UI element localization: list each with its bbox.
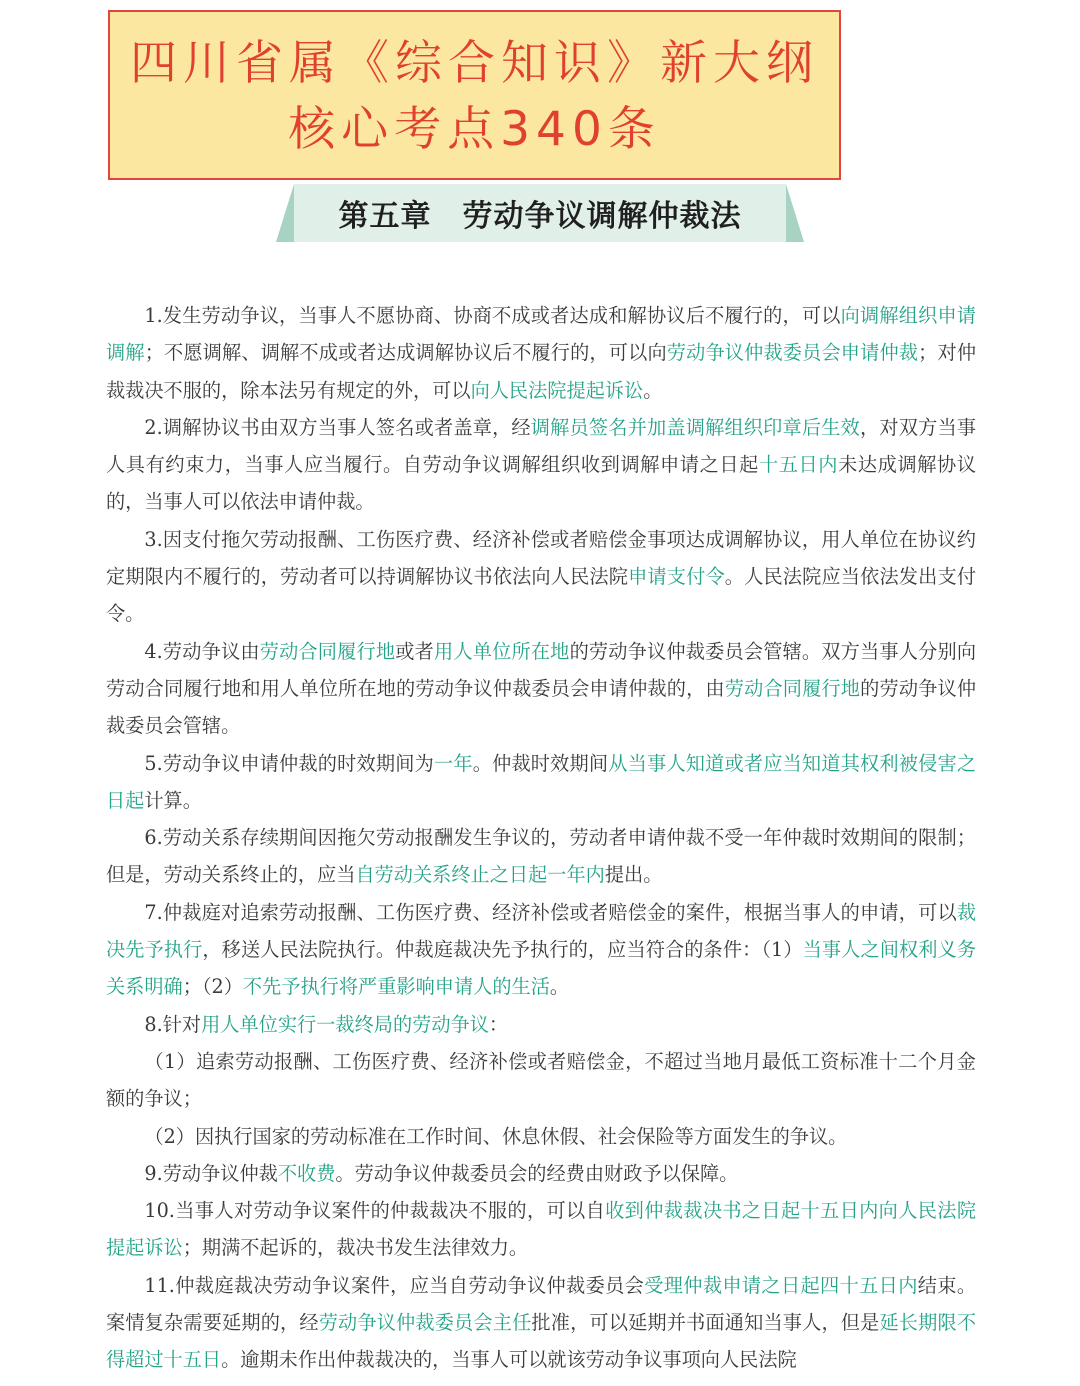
text-segment: 。	[643, 378, 663, 402]
highlighted-term: 劳动合同履行地	[724, 676, 861, 700]
text-segment: 未达成调解协议的，当事人可以依法申请仲裁。	[106, 453, 977, 514]
text-segment: ，移送人民法院执行。仲裁庭裁决先予执行的，应当符合的条件：（1）	[202, 938, 803, 962]
text-segment: 4.劳动争议由	[144, 639, 260, 663]
text-segment: 2.调解协议书由双方当事人签名或者盖章，经	[144, 415, 531, 439]
text-segment: 5.劳动争议申请仲裁的时效期间为	[144, 751, 434, 775]
text-segment: （2）因执行国家的劳动标准在工作时间、休息休假、社会保险等方面发生的争议。	[144, 1124, 848, 1148]
text-segment: 计算。	[144, 788, 202, 812]
chapter-heading	[276, 184, 804, 242]
text-segment: （1）追索劳动报酬、工伤医疗费、经济补偿或者赔偿金，不超过当地月最低工资标准十二个月金额的争议；	[106, 1049, 976, 1111]
text-segment: 。	[549, 975, 570, 999]
highlighted-term: 收到仲裁裁决书之日起十五日内向人民法院提起诉讼	[106, 1199, 977, 1260]
title-banner	[108, 10, 841, 180]
text-segment: 。人民法院应当依法发出支付令。	[106, 565, 977, 626]
title-line-2: 核心考点340条	[288, 102, 661, 157]
text-segment: ；期满不起诉的，裁决书发生法律效力。	[182, 1236, 529, 1260]
highlighted-term: 当事人之间权利义务关系明确	[106, 938, 977, 999]
text-segment: 的劳动争议仲裁委员会管辖。	[106, 676, 977, 738]
chapter-band	[294, 184, 786, 242]
text-segment: 10.当事人对劳动争议案件的仲裁裁决不服的，可以自	[144, 1199, 606, 1223]
highlighted-term: 用人单位实行一裁终局的劳动争议	[201, 1012, 489, 1036]
text-segment: 7.仲裁庭对追索劳动报酬、工伤医疗费、经济补偿或者赔偿金的案件，根据当事人的申请，可以	[144, 900, 957, 924]
paragraph	[106, 745, 976, 820]
paragraph	[106, 521, 976, 633]
text-segment: 提出。	[604, 863, 663, 887]
text-segment: ，对双方当事人具有约束力，当事人应当履行。自劳动争议调解组织收到调解申请之日起	[106, 415, 977, 477]
text-segment: 11.仲裁庭裁决劳动争议案件，应当自劳动争议仲裁委员会	[144, 1273, 645, 1297]
highlighted-term: 一年	[433, 751, 473, 775]
chapter-tab-right	[786, 184, 804, 242]
text-segment: 1.发生劳动争议，当事人不愿协商、协商不成或者达成和解协议后不履行的，可以	[144, 304, 841, 327]
paragraph	[106, 819, 976, 894]
highlighted-term: 不收费	[277, 1161, 336, 1185]
highlighted-term: 裁决先予执行	[106, 900, 976, 962]
highlighted-term: 劳动争议仲裁委员会主任	[318, 1311, 532, 1335]
text-segment: 9.劳动争议仲裁	[144, 1161, 278, 1185]
highlighted-term: 用人单位所在地	[434, 639, 570, 663]
paragraph	[106, 1006, 976, 1043]
highlighted-term: 劳动争议仲裁委员会申请仲裁	[666, 341, 919, 365]
article-body	[106, 297, 976, 1379]
highlighted-term: 调解员签名并加盖调解组织印章后生效	[530, 415, 860, 439]
text-segment: 。逾期未作出仲裁裁决的，当事人可以就该劳动争议事项向人民法院	[221, 1348, 797, 1372]
text-segment: 结束。案情复杂需要延期的，经	[106, 1273, 977, 1335]
text-segment: ；（2）	[182, 975, 243, 999]
text-segment: ：	[488, 1012, 509, 1036]
highlighted-term: 受理仲裁申请之日起四十五日内	[644, 1273, 918, 1297]
text-segment: ；不愿调解、调解不成或者达成调解协议后不履行的，可以向	[144, 341, 667, 365]
paragraph	[106, 1192, 976, 1267]
highlighted-term: 申请支付令	[628, 565, 725, 589]
paragraph	[106, 409, 976, 521]
paragraph	[106, 1155, 976, 1192]
chapter-tab-left	[276, 184, 294, 242]
paragraph	[106, 297, 976, 409]
paragraph	[106, 1267, 976, 1379]
title-line-1: 四川省属《综合知识》新大纲	[130, 36, 819, 91]
text-segment: 。仲裁时效期间	[472, 751, 609, 775]
text-segment: 。劳动争议仲裁委员会的经费由财政予以保障。	[335, 1161, 739, 1185]
highlighted-term: 十五日内	[758, 453, 839, 477]
highlighted-term: 从当事人知道或者应当知道其权利被侵害之日起	[106, 751, 977, 812]
paragraph	[106, 1043, 976, 1118]
text-segment: 或者	[395, 639, 434, 663]
text-segment: 批准，可以延期并书面通知当事人，但是	[531, 1311, 880, 1335]
highlighted-term: 向调解组织申请调解	[106, 304, 976, 365]
text-segment: 的劳动争议仲裁委员会管辖。双方当事人分别向劳动合同履行地和用人单位所在地的劳动争议仲裁委员会申请仲裁的，由	[106, 639, 977, 700]
highlighted-term: 延长期限不得超过十五日	[106, 1311, 977, 1372]
highlighted-term: 自劳动关系终止之日起一年内	[355, 863, 605, 887]
paragraph	[106, 894, 976, 1006]
highlighted-term: 劳动合同履行地	[259, 639, 396, 663]
text-segment: 8.针对	[144, 1012, 202, 1036]
chapter-title: 第五章 劳动争议调解仲裁法	[338, 199, 742, 234]
text-segment: 3.因支付拖欠劳动报酬、工伤医疗费、经济补偿或者赔偿金事项达成调解协议，用人单位在协议约定期限内不履行的，劳动者可以持调解协议书依法向人民法院	[106, 527, 976, 589]
text-segment: 6.劳动关系存续期间因拖欠劳动报酬发生争议的，劳动者申请仲裁不受一年仲裁时效期间的限制；但是，劳动关系终止的，应当	[106, 826, 976, 887]
text-segment: ；对仲裁裁决不服的，除本法另有规定的外，可以	[106, 341, 977, 402]
paragraph	[106, 1118, 976, 1155]
paragraph	[106, 633, 976, 745]
highlighted-term: 不先予执行将严重影响申请人的生活	[242, 975, 550, 999]
highlighted-term: 向人民法院提起诉讼	[470, 378, 644, 402]
